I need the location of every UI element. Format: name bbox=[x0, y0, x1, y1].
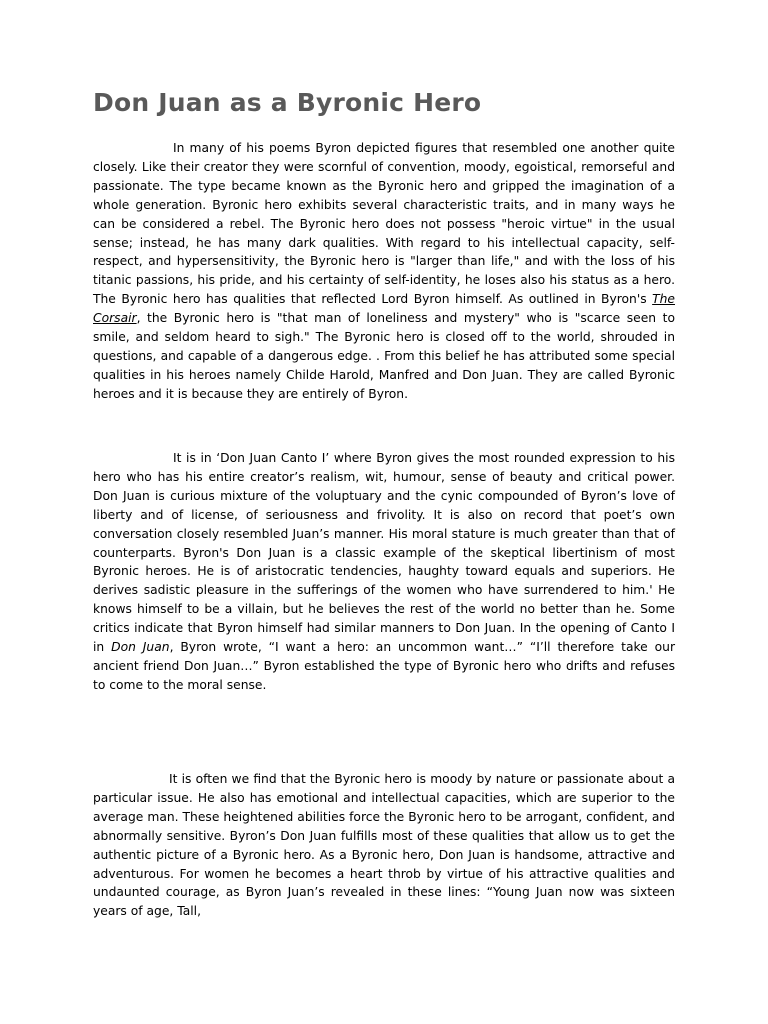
paragraph-1-text-a: In many of his poems Byron depicted figures that resembled one another quite closely. Like their creator they were scornful of convention, moody, egoistical, remorseful and passionate. The type became known as the Byronic hero and gripped the imagination of a whole generation. Byronic hero exhibits several characteristic traits, and in many ways he can be considered a rebel. The Byronic hero does not possess "heroic virtue" in the usual sense; instead, he has many dark qualities. With regard to his intellectual capacity, self-respect, and hypersensitivity, the Byronic hero is "larger than life," and with the loss of his titanic passions, his pride, and his certainty of self-identity, he loses also his status as a hero. The Byronic hero has qualities that reflected Lord Byron himself. As outlined in Byron's bbox=[93, 141, 675, 307]
paragraph-3: It is often we find that the Byronic hero is moody by nature or passionate about a particular issue. He also has emotional and intellectual capacities, which are superior to the average man. These heightened abilities force the Byronic hero to be arrogant, confident, and abnormally sensitive. Byron’s Don Juan fulfills most of these qualities that allow us to get the authentic picture of a Byronic hero. As a Byronic hero, Don Juan is handsome, attractive and adventurous. For women he becomes a heart throb by virtue of his attractive qualities and undaunted courage, as Byron Juan’s revealed in these lines: “Young Juan now was sixteen years of age, Tall, bbox=[93, 772, 675, 919]
paragraph-1-text-b: , the Byronic hero is "that man of loneliness and mystery" who is "scarce seen to smile, and seldom heard to sigh." The Byronic hero is closed off to the world, shrouded in questions, and capable of a dangerous edge. . From this belief he has attributed some special qualities in his heroes namely Childe Harold, Manfred and Don Juan. They are called Byronic heroes and it is because they are entirely of Byron. bbox=[93, 311, 675, 401]
paragraph-2-text-b: , Byron wrote, “I want a hero: an uncommon want…” “I’ll therefore take our ancient friend Don Juan…” Byron established the type of Byronic hero who drifts and refuses to come to the moral sense. bbox=[93, 640, 675, 692]
reference-don-juan: Don Juan bbox=[111, 640, 170, 655]
paragraph-1 bbox=[93, 139, 675, 404]
paragraph-2 bbox=[93, 449, 675, 695]
reference-the-corsair: The Corsair bbox=[93, 292, 675, 326]
paragraph-2-text-a: It is in ‘Don Juan Canto I’ where Byron gives the most rounded expression to his hero who has his entire creator’s realism, wit, humour, sense of beauty and critical power. Don Juan is curious mixture of the voluptuary and the cynic compounded of Byron’s love of liberty and of license, of seriousness and frivolity. It is also on record that poet’s own conversation closely resembled Juan’s manner. His moral stature is much greater than that of counterparts. Byron's Don Juan is a classic example of the skeptical libertinism of most Byronic heroes. He is of aristocratic tendencies, haughty toward equals and superiors. He derives sadistic pleasure in the sufferings of the women who have surrendered to him.' He knows himself to be a villain, but he believes the rest of the world no better than he. Some critics indicate that Byron himself had similar manners to Don Juan. In the opening of Canto I in bbox=[93, 451, 675, 655]
document-title: Don Juan as a Byronic Hero bbox=[93, 88, 482, 117]
